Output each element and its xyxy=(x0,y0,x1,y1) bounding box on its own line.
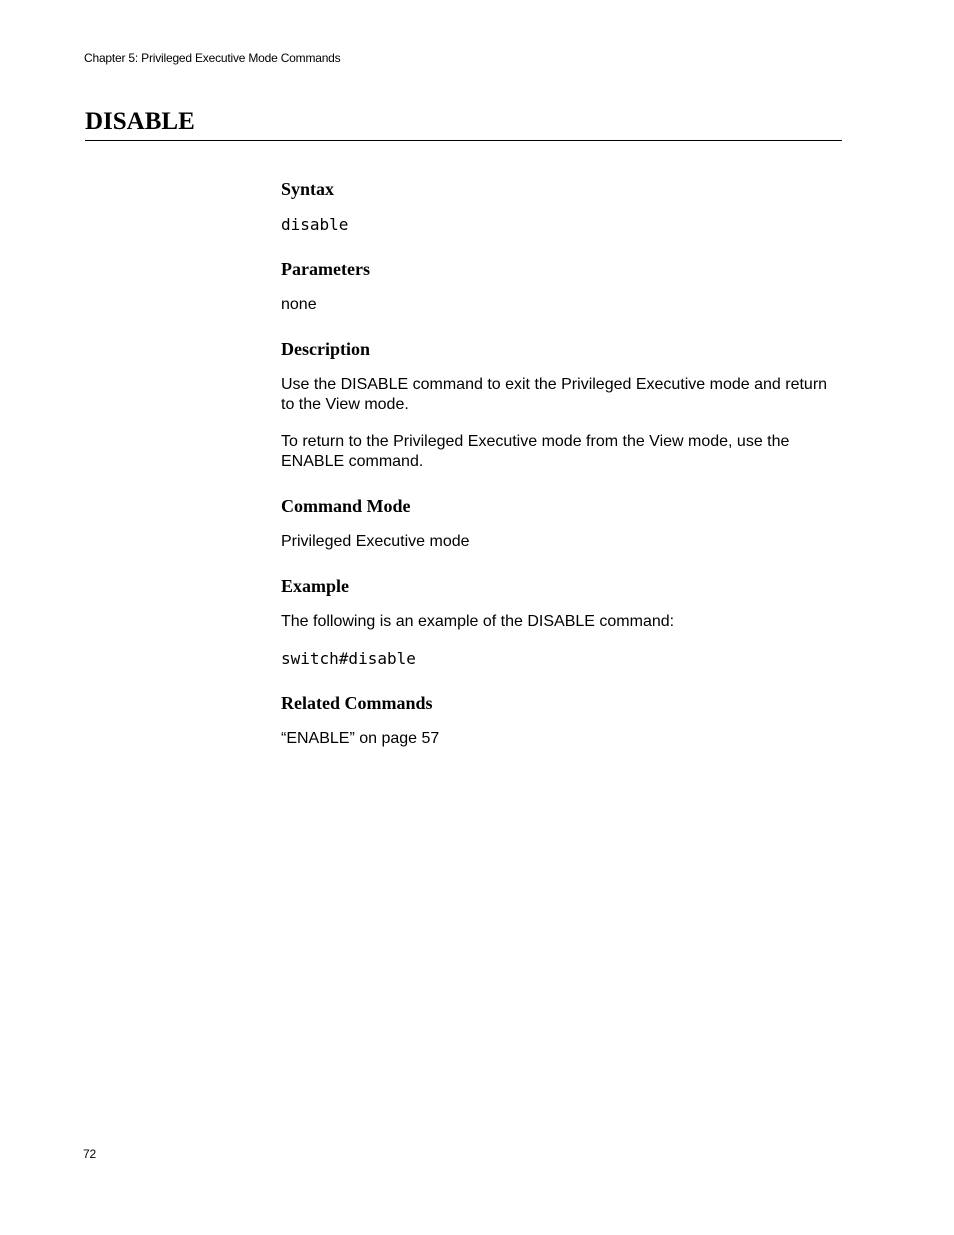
description-heading: Description xyxy=(281,339,370,359)
section-syntax xyxy=(281,177,841,235)
command-mode-text: Privileged Executive mode xyxy=(281,533,470,550)
example-heading: Example xyxy=(281,576,350,596)
related-commands-heading: Related Commands xyxy=(281,693,433,713)
section-description xyxy=(281,337,841,472)
running-header: Chapter 5: Privileged Executive Mode Commands xyxy=(84,51,341,65)
section-example xyxy=(281,574,841,669)
example-text: The following is an example of the DISABLE command: xyxy=(281,613,675,630)
syntax-heading: Syntax xyxy=(281,179,335,199)
syntax-code: disable xyxy=(281,215,349,234)
page-title: DISABLE xyxy=(85,108,195,135)
section-related-commands xyxy=(281,691,841,749)
related-command-link[interactable]: “ENABLE” on page 57 xyxy=(281,730,440,747)
description-paragraph: Use the DISABLE command to exit the Privileged Executive mode and return to the View mode. xyxy=(281,376,828,413)
description-paragraph: To return to the Privileged Executive mode from the View mode, use the ENABLE command. xyxy=(281,433,790,470)
parameters-text: none xyxy=(281,296,317,313)
section-parameters xyxy=(281,257,841,315)
command-mode-heading: Command Mode xyxy=(281,496,411,516)
parameters-heading: Parameters xyxy=(281,259,370,279)
content-body xyxy=(281,177,841,749)
section-command-mode xyxy=(281,494,841,552)
title-rule xyxy=(85,140,842,141)
example-code: switch#disable xyxy=(281,649,416,668)
page-number: 72 xyxy=(83,1147,96,1161)
